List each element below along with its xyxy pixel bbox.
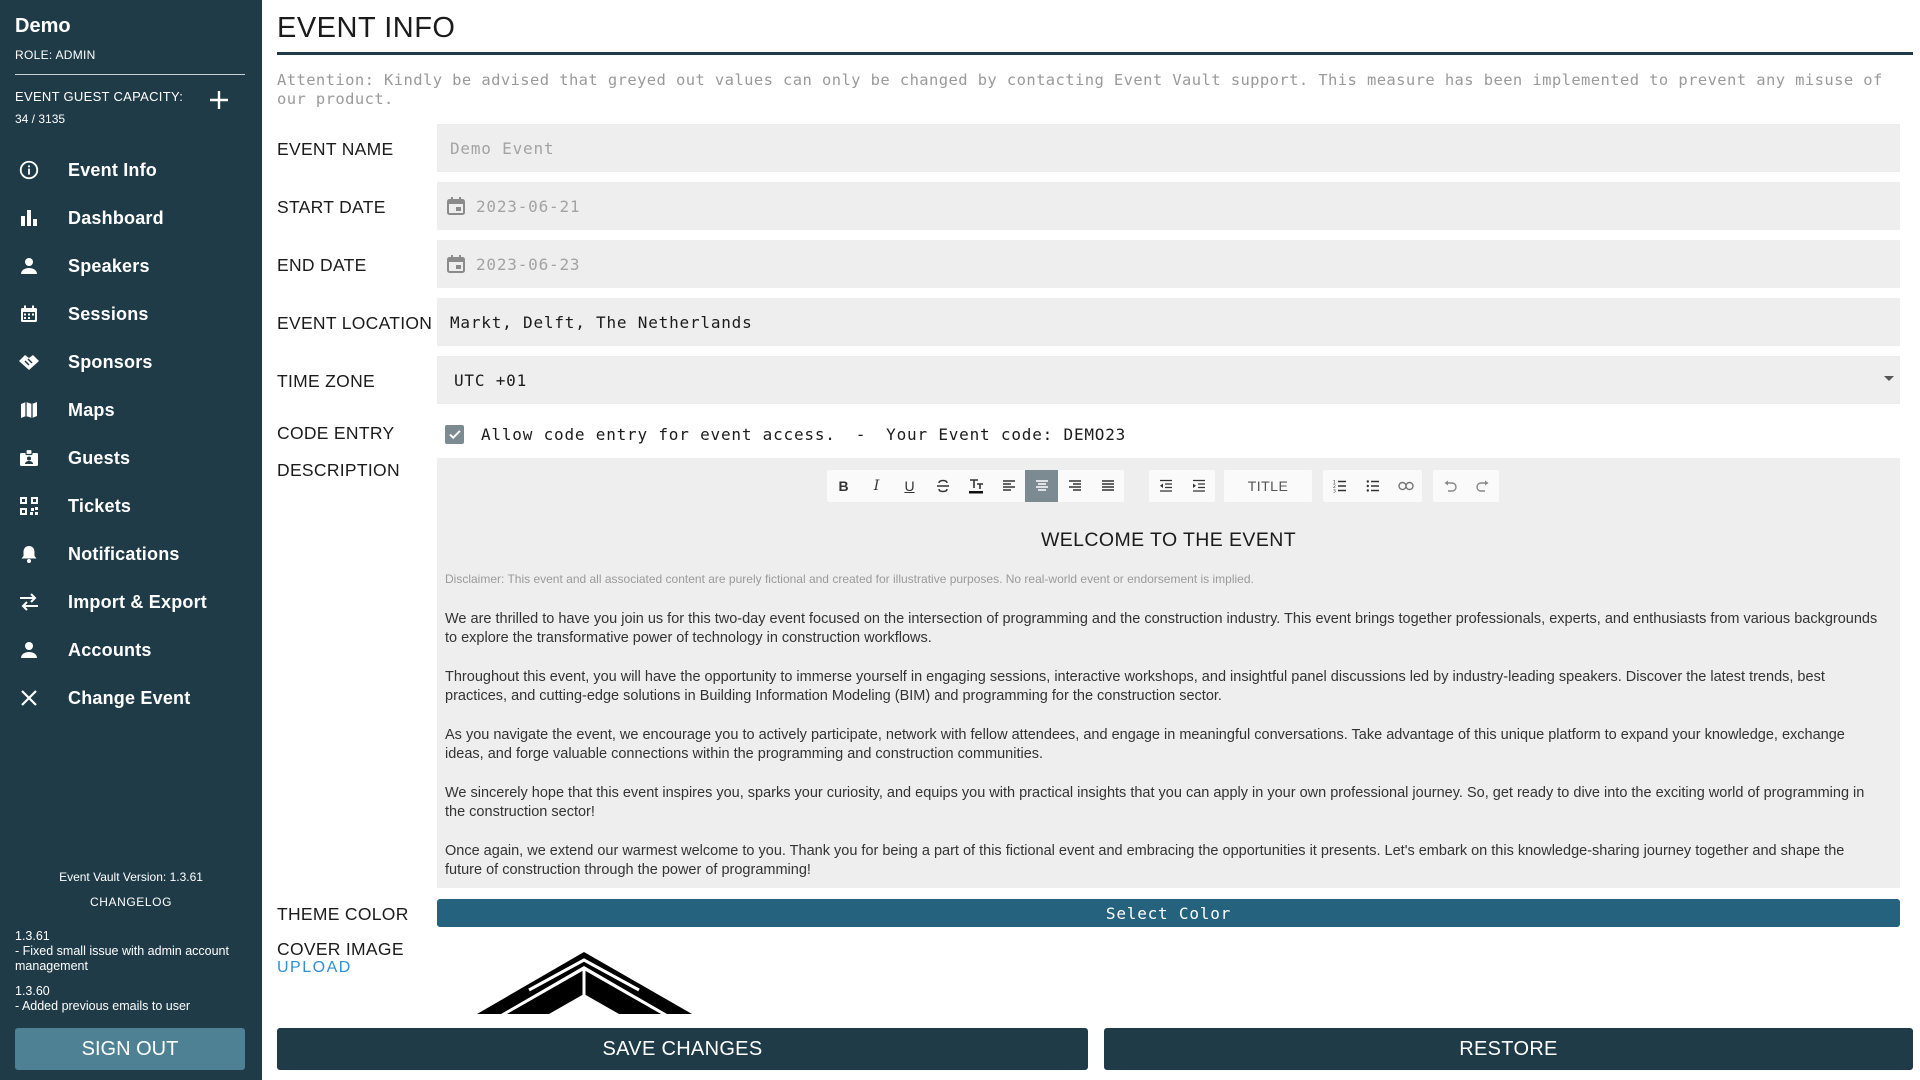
app-name: Demo xyxy=(15,15,71,37)
heading-button-group xyxy=(1224,470,1312,502)
cover-image-preview xyxy=(477,948,707,1014)
editor-body xyxy=(445,610,1885,900)
align-justify-icon[interactable] xyxy=(1091,470,1124,502)
align-left-icon[interactable] xyxy=(992,470,1025,502)
sidebar-item-label: Dashboard xyxy=(68,207,164,228)
person-icon xyxy=(15,254,43,278)
editor-paragraph: As you navigate the event, we encourage you to actively participate, network with fellow attendees, and engage in meaningful conversations. Take advantage of this unique platform to expand your knowledge, exchange ideas, and forge valuable connections within the programming and construction communities. xyxy=(445,727,1845,762)
upload-link[interactable]: UPLOAD xyxy=(277,959,352,976)
sidebar-nav xyxy=(0,146,262,722)
bar-chart-icon xyxy=(15,206,43,230)
changelog-entry xyxy=(15,984,245,1014)
ordered-list-icon[interactable] xyxy=(1323,470,1356,502)
strikethrough-icon[interactable] xyxy=(926,470,959,502)
sidebar-item-guests[interactable] xyxy=(0,434,262,482)
guest-capacity-label: EVENT GUEST CAPACITY: xyxy=(15,89,184,104)
undo-icon[interactable] xyxy=(1433,470,1466,502)
changelog-note: - Added previous emails to user xyxy=(15,999,191,1013)
code-entry-separator: - xyxy=(855,424,867,444)
sidebar-item-sessions[interactable] xyxy=(0,290,262,338)
indent-button-group xyxy=(1149,470,1215,502)
bold-button[interactable]: B xyxy=(838,478,849,494)
indent-icon[interactable] xyxy=(1182,470,1215,502)
event-location-input[interactable] xyxy=(437,298,1900,346)
changelog-button[interactable]: CHANGELOG xyxy=(89,895,173,909)
qr-code-icon xyxy=(15,494,43,518)
start-date-value: 2023-06-21 xyxy=(476,196,581,216)
align-center-icon[interactable] xyxy=(1025,470,1058,502)
sidebar-item-dashboard[interactable] xyxy=(0,194,262,242)
save-changes-button[interactable]: SAVE CHANGES xyxy=(277,1028,1088,1070)
sidebar-item-label: Notifications xyxy=(68,543,180,564)
sidebar-item-label: Event Info xyxy=(68,159,158,180)
sidebar-item-change-event[interactable] xyxy=(0,674,262,722)
event-name-label: EVENT NAME xyxy=(277,139,394,159)
person-icon xyxy=(15,638,43,662)
editor-heading: WELCOME TO THE EVENT xyxy=(1040,529,1297,551)
sidebar-item-sponsors[interactable] xyxy=(0,338,262,386)
title-divider xyxy=(277,52,1913,55)
sidebar-item-label: Tickets xyxy=(68,495,132,516)
editor-paragraph: We sincerely hope that this event inspires you, sparks your curiosity, and equips you with practical insights that you can apply in your own professional journey. So, get ready to dive into the exciting world of programming in the construction sector! xyxy=(445,785,1865,820)
italic-button[interactable]: I xyxy=(873,478,880,494)
plus-icon[interactable] xyxy=(208,87,230,117)
code-entry-checkbox[interactable] xyxy=(445,425,464,444)
underline-button[interactable]: U xyxy=(904,478,915,494)
main-content xyxy=(262,0,1920,1080)
changelog-version: 1.3.60 xyxy=(15,984,50,998)
svg-text:3: 3 xyxy=(1332,489,1336,493)
list-button-group xyxy=(1323,470,1422,502)
map-icon xyxy=(15,398,43,422)
theme-color-label: THEME COLOR xyxy=(277,904,409,924)
badge-icon xyxy=(15,446,43,470)
sidebar-item-label: Sponsors xyxy=(68,351,153,372)
sidebar-item-speakers[interactable] xyxy=(0,242,262,290)
text-color-icon[interactable] xyxy=(959,470,992,502)
calendar-icon xyxy=(445,253,467,275)
roof-logo-icon xyxy=(477,948,707,1014)
editor-disclaimer: Disclaimer: This event and all associated content are purely fictional and created for illustrative purposes. No real-world event or endorsement is implied. xyxy=(445,572,1254,586)
sidebar-item-label: Sessions xyxy=(68,303,149,324)
check-icon xyxy=(448,427,462,441)
editor-paragraph: Once again, we extend our warmest welcome to you. Thank you for being a part of this fictional event and embracing the opportunities it presents. Let's embark on this knowledge-sharing journey together and shape the future of construction through the power of programming! xyxy=(445,843,1845,878)
sidebar-item-import-export[interactable] xyxy=(0,578,262,626)
select-color-button[interactable]: Select Color xyxy=(437,899,1900,927)
close-icon xyxy=(15,686,43,710)
start-date-field xyxy=(437,182,1900,230)
sidebar-divider xyxy=(15,74,245,75)
align-right-icon[interactable] xyxy=(1058,470,1091,502)
code-entry-checkbox-label: Allow code entry for event access. xyxy=(481,424,836,444)
changelog-entry xyxy=(15,929,245,974)
user-role: ROLE: ADMIN xyxy=(15,48,96,62)
bell-icon xyxy=(15,542,43,566)
history-button-group xyxy=(1433,470,1499,502)
chevron-down-icon xyxy=(1884,376,1894,381)
redo-icon[interactable] xyxy=(1466,470,1499,502)
outdent-icon[interactable] xyxy=(1149,470,1182,502)
calendar-icon xyxy=(445,195,467,217)
code-entry-row xyxy=(437,420,1126,448)
guest-capacity-value: 34 / 3135 xyxy=(15,112,66,126)
code-entry-label: CODE ENTRY xyxy=(277,423,395,443)
sidebar-item-tickets[interactable] xyxy=(0,482,262,530)
calendar-icon xyxy=(15,302,43,326)
sidebar-item-label: Change Event xyxy=(68,687,191,708)
format-button-group xyxy=(827,470,1124,502)
cover-image-label: COVER IMAGE xyxy=(277,939,404,959)
description-label: DESCRIPTION xyxy=(277,460,400,480)
event-name-field xyxy=(437,124,1900,172)
sidebar-item-label: Speakers xyxy=(68,255,150,276)
svg-text:1: 1 xyxy=(1332,480,1336,486)
time-zone-select[interactable] xyxy=(437,356,1900,404)
end-date-value: 2023-06-23 xyxy=(476,254,581,274)
sidebar-item-accounts[interactable] xyxy=(0,626,262,674)
time-zone-label: TIME ZONE xyxy=(277,371,375,391)
event-location-label: EVENT LOCATION xyxy=(277,313,433,333)
svg-text:2: 2 xyxy=(1332,485,1336,490)
event-name-value: Demo Event xyxy=(450,138,555,158)
sidebar-item-label: Accounts xyxy=(68,639,152,660)
event-code-text: Your Event code: DEMO23 xyxy=(886,424,1127,444)
sign-out-button[interactable]: SIGN OUT xyxy=(15,1028,245,1070)
event-location-value: Markt, Delft, The Netherlands xyxy=(450,312,753,332)
attention-notice: Attention: Kindly be advised that greyed out values can only be changed by contacting Event Vault support. This measure has been implemented to prevent any misuse of our product. xyxy=(277,71,1883,108)
changelog-list xyxy=(15,925,245,1015)
sidebar-item-label: Maps xyxy=(68,399,115,420)
info-icon xyxy=(15,158,43,182)
end-date-label: END DATE xyxy=(277,255,367,275)
sidebar-item-label: Guests xyxy=(68,447,131,468)
title-button[interactable]: TITLE xyxy=(1247,478,1289,494)
description-editor[interactable] xyxy=(437,458,1900,888)
app-version: Event Vault Version: 1.3.61 xyxy=(59,870,203,884)
link-icon[interactable] xyxy=(1389,470,1422,502)
start-date-label: START DATE xyxy=(277,197,386,217)
restore-button[interactable]: RESTORE xyxy=(1104,1028,1913,1070)
changelog-version: 1.3.61 xyxy=(15,929,50,943)
sidebar-item-maps[interactable] xyxy=(0,386,262,434)
sidebar-item-event-info[interactable] xyxy=(0,146,262,194)
sidebar-item-notifications[interactable] xyxy=(0,530,262,578)
editor-paragraph: Throughout this event, you will have the opportunity to immerse yourself in engaging sessions, interactive workshops, and insightful panel discussions led by industry-leading speakers. Discover the latest trends, best practices, and cutting-edge solutions in Building Information Modeling (BIM) and programming for the construction sector. xyxy=(445,669,1825,704)
bullet-list-icon[interactable] xyxy=(1356,470,1389,502)
sidebar xyxy=(0,0,262,1080)
time-zone-value: UTC +01 xyxy=(454,370,528,390)
end-date-field xyxy=(437,240,1900,288)
page-title: EVENT INFO xyxy=(277,12,456,44)
editor-paragraph: We are thrilled to have you join us for this two-day event focused on the intersection of programming and the construction industry. This event brings together professionals, experts, and enthusiasts from various backgrounds to explore the transformative power of technology in construction workflows. xyxy=(445,611,1878,646)
swap-icon xyxy=(15,590,43,614)
changelog-note: - Fixed small issue with admin account management xyxy=(15,944,229,973)
handshake-icon xyxy=(15,350,43,374)
sidebar-item-label: Import & Export xyxy=(68,591,208,612)
editor-toolbar xyxy=(437,470,1900,502)
